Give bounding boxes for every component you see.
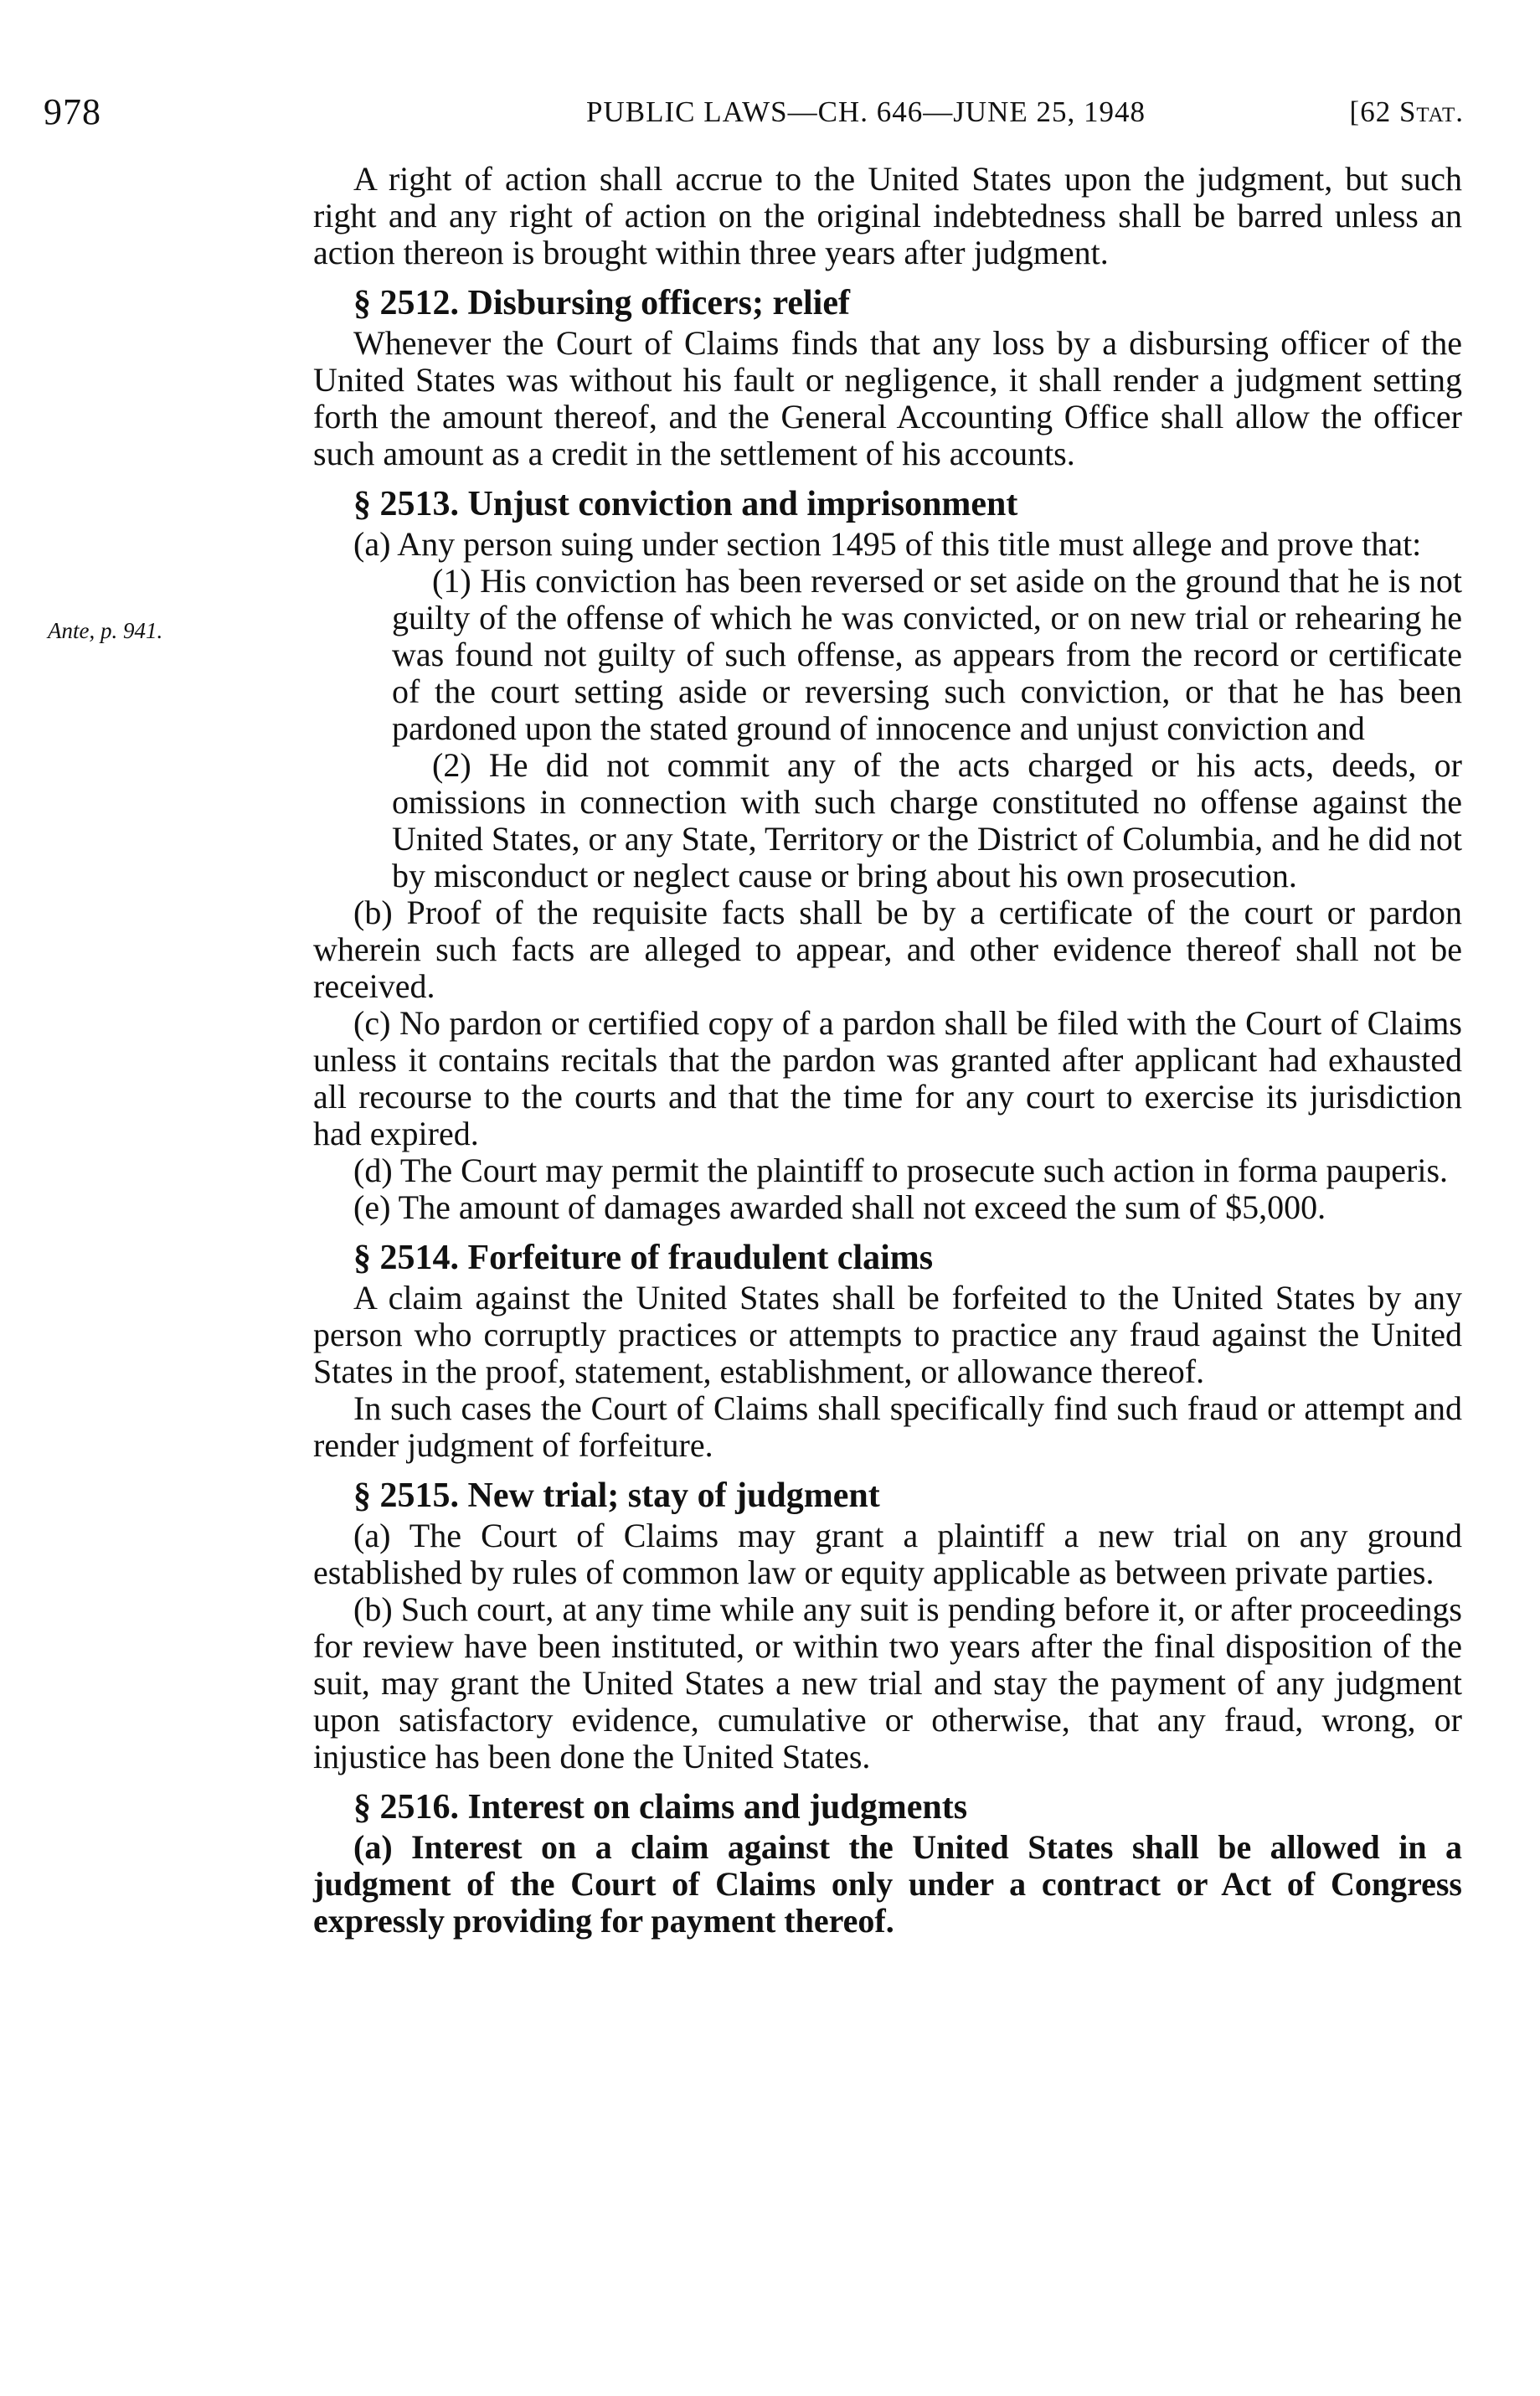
section-heading-2513: § 2513. Unjust conviction and imprisonment	[353, 485, 1018, 523]
section-2513-subsection-c: (c) No pardon or certified copy of a pardon shall be filed with the Court of Claims unless it contains recitals that the pardon was granted after applicant had exhausted all recourse to the courts and that the time for any court to exercise its jurisdiction had expired.	[313, 1004, 1462, 1152]
section-2514-paragraph-1: A claim against the United States shall be forfeited to the United States by any person who corruptly practices or attempts to practice any fraud against the United States in the proof, statement, establishment, or allowance thereof.	[313, 1279, 1462, 1390]
section-2515-subsection-b: (b) Such court, at any time while any suit is pending before it, or after proceedings for review have been instituted, or within two years after the final disposition of the suit, may grant the United States a new trial and stay the payment of any judgment upon satisfactory evidence, cumulative or otherwise, that any fraud, wrong, or injustice has been done the United States.	[313, 1590, 1462, 1775]
opening-paragraph: A right of action shall accrue to the United States upon the judgment, but such right and any right of action on the original indebtedness shall be barred unless an action thereon is brought within three years after judgment.	[313, 160, 1462, 271]
section-2516-subsection-a: (a) Interest on a claim against the United States shall be allowed in a judgment of the Court of Claims only under a contract or Act of Congress expressly providing for payment thereof.	[313, 1828, 1462, 1940]
margin-note: Ante, p. 941.	[48, 618, 163, 643]
body-text	[313, 161, 1462, 1940]
running-head	[0, 90, 1540, 132]
section-2513-subsection-a: (a) Any person suing under section 1495 of this title must allege and prove that:	[353, 525, 1422, 563]
section-2513-clause-2: (2) He did not commit any of the acts charged or his acts, deeds, or omissions in connection with such charge constituted no offense against the United States, or any State, Territory or the District of Columbia, and he did not by misconduct or neglect cause or bring about his own prosecution.	[392, 746, 1462, 894]
section-2513-subsection-b: (b) Proof of the requisite facts shall be by a certificate of the court or pardon wherein such facts are alleged to appear, and other evidence thereof shall not be received.	[313, 894, 1462, 1005]
running-title: PUBLIC LAWS—CH. 646—JUNE 25, 1948	[586, 95, 1146, 128]
section-2512-paragraph: Whenever the Court of Claims finds that any loss by a disbursing officer of the United States was without his fault or negligence, it shall render a judgment setting forth the amount thereof, and the General Accounting Office shall allow the officer such amount as a credit in the settlement of his accounts.	[313, 324, 1462, 472]
section-heading-2514: § 2514. Forfeiture of fraudulent claims	[353, 1239, 934, 1277]
page-number: 978	[44, 91, 101, 132]
section-heading-2515: § 2515. New trial; stay of judgment	[353, 1476, 880, 1515]
section-2513-subsection-e: (e) The amount of damages awarded shall not exceed the sum of $5,000.	[353, 1188, 1326, 1226]
volume-reference: [62 Stat.	[1349, 95, 1464, 128]
section-heading-2516: § 2516. Interest on claims and judgments	[353, 1788, 968, 1827]
section-2514-paragraph-2: In such cases the Court of Claims shall specifically find such fraud or attempt and render judgment of forfeiture.	[313, 1389, 1462, 1464]
section-2513-clause-1: (1) His conviction has been reversed or set aside on the ground that he is not guilty of the offense of which he was convicted, or on new trial or rehearing he was found not guilty of such offense, as appears from the record or certificate of the court setting aside or reversing such conviction, or that he has been pardoned upon the stated ground of innocence and unjust conviction and	[392, 562, 1462, 747]
section-2513-subsection-d: (d) The Court may permit the plaintiff to prosecute such action in forma pauperis.	[353, 1152, 1449, 1189]
section-2515-subsection-a: (a) The Court of Claims may grant a plaintiff a new trial on any ground established by rules of common law or equity applicable as between private parties.	[313, 1517, 1462, 1591]
section-heading-2512: § 2512. Disbursing officers; relief	[353, 284, 850, 322]
